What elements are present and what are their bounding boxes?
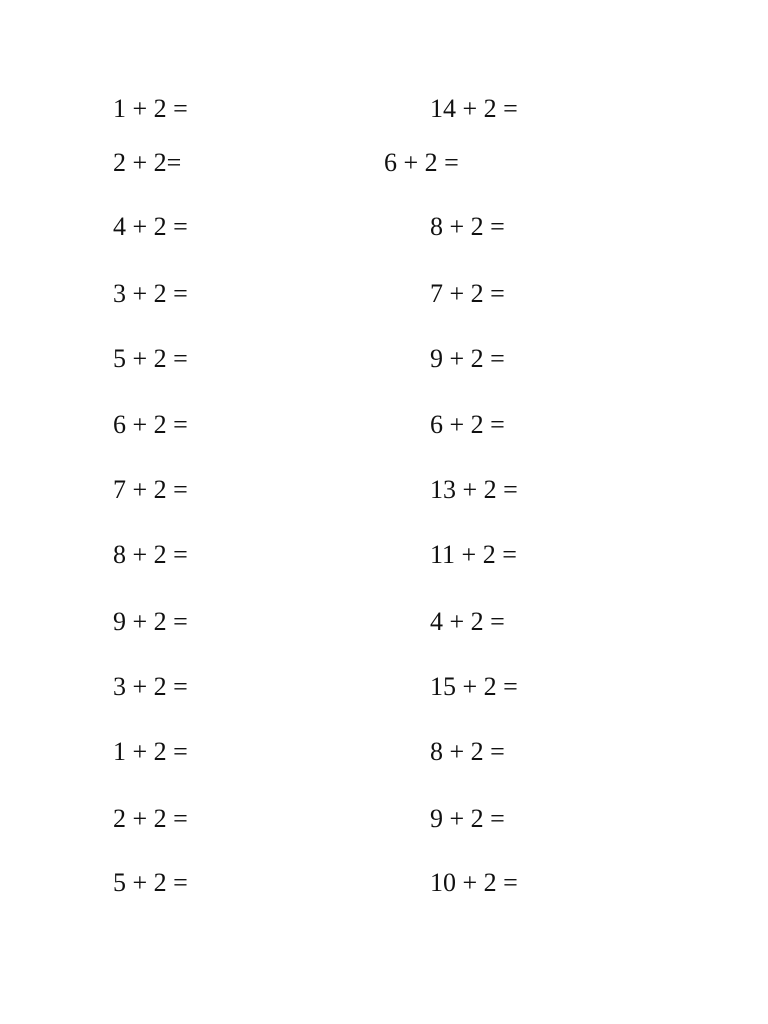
right-problem-10: 15 + 2 = <box>430 672 518 701</box>
right-problem-13: 10 + 2 = <box>430 868 518 897</box>
left-problem-1: 1 + 2 = <box>113 94 188 123</box>
right-problem-2: 6 + 2 = <box>384 148 459 177</box>
left-problem-7: 7 + 2 = <box>113 475 188 504</box>
left-problem-6: 6 + 2 = <box>113 410 188 439</box>
left-problem-8: 8 + 2 = <box>113 540 188 569</box>
left-problem-4: 3 + 2 = <box>113 279 188 308</box>
right-problem-6: 6 + 2 = <box>430 410 505 439</box>
left-problem-12: 2 + 2 = <box>113 804 188 833</box>
left-problem-5: 5 + 2 = <box>113 344 188 373</box>
right-problem-12: 9 + 2 = <box>430 804 505 833</box>
right-problem-4: 7 + 2 = <box>430 279 505 308</box>
left-problem-9: 9 + 2 = <box>113 607 188 636</box>
right-problem-9: 4 + 2 = <box>430 607 505 636</box>
right-problem-7: 13 + 2 = <box>430 475 518 504</box>
left-problem-2: 2 + 2= <box>113 148 182 177</box>
right-problem-11: 8 + 2 = <box>430 737 505 766</box>
right-problem-1: 14 + 2 = <box>430 94 518 123</box>
left-problem-13: 5 + 2 = <box>113 868 188 897</box>
right-problem-3: 8 + 2 = <box>430 212 505 241</box>
left-problem-3: 4 + 2 = <box>113 212 188 241</box>
right-problem-8: 11 + 2 = <box>430 540 517 569</box>
left-problem-11: 1 + 2 = <box>113 737 188 766</box>
left-problem-10: 3 + 2 = <box>113 672 188 701</box>
right-problem-5: 9 + 2 = <box>430 344 505 373</box>
